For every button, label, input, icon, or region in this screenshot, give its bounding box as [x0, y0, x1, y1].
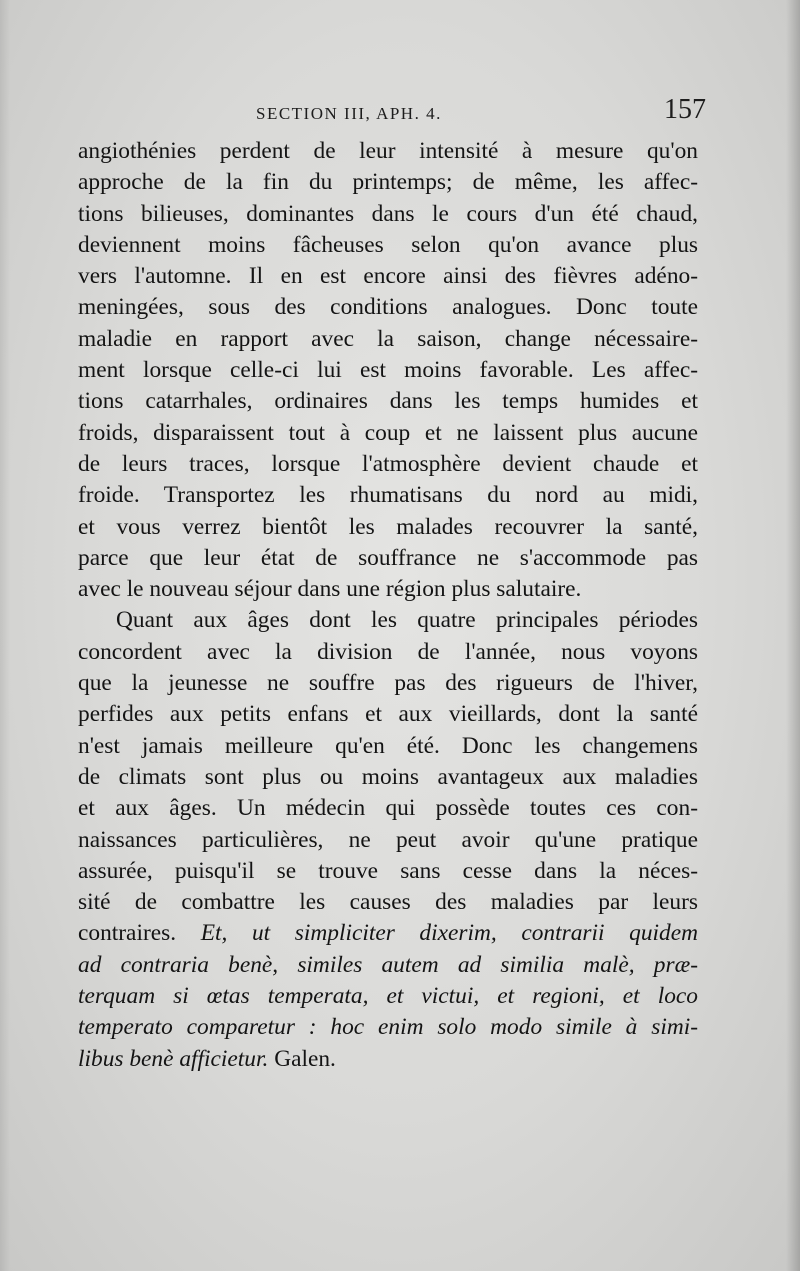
text-line: naissances particulières, ne peut avoir qu'une pratique — [78, 826, 698, 853]
text-line: deviennent moins fâcheuses selon qu'on avance plus — [78, 231, 698, 258]
text-line: tions bilieuses, dominantes dans le cours d'un été chaud, — [78, 200, 698, 227]
page-gutter-shadow — [0, 0, 10, 1271]
mixed-line — [78, 918, 698, 949]
latin-quote-text: temperato comparetur : hoc enim solo modo simile à simi- — [78, 1014, 698, 1041]
text-line: tions catarrhales, ordinaires dans les temps humides et — [78, 388, 698, 415]
text-line: perfides aux petits enfans et aux vieillards, dont la santé — [78, 701, 698, 728]
latin-quote-line — [78, 1012, 698, 1043]
latin-quote-text: Et, ut simpliciter dixerim, contrarii quidem — [200, 920, 698, 947]
text-line: n'est jamais meilleure qu'en été. Donc les changemens — [78, 732, 698, 759]
text-line: maladie en rapport avec la saison, change nécessaire- — [78, 325, 698, 352]
running-header — [256, 94, 706, 134]
text-line: de climats sont plus ou moins avantageux aux maladies — [78, 763, 698, 790]
latin-quote-text: terquam si œtas temperata, et victui, et regioni, et loco — [78, 983, 698, 1010]
text-line: froide. Transportez les rhumatisans du nord au midi, — [78, 482, 698, 509]
text-line: meningées, sous des conditions analogues. Donc toute — [78, 294, 698, 321]
text-line: approche de la fin du printemps; de même, les affec- — [78, 169, 698, 196]
body-text — [78, 136, 698, 1075]
section-heading: SECTION III, APH. 4. — [256, 104, 442, 123]
citation-author: Galen. — [268, 1045, 336, 1072]
text-line: et vous verrez bientôt les malades recouvrer la santé, — [78, 513, 698, 540]
text-line: angiothénies perdent de leur intensité à mesure qu'on — [78, 138, 698, 164]
text-line: parce que leur état de souffrance ne s'accommode pas — [78, 544, 698, 571]
roman-text: contraires. — [78, 920, 201, 947]
text-line: concordent avec la division de l'année, nous voyons — [78, 638, 698, 665]
text-line: de leurs traces, lorsque l'atmosphère devient chaude et — [78, 450, 698, 477]
text-line: ment lorsque celle-ci lui est moins favorable. Les affec- — [78, 357, 698, 384]
text-line: assurée, puisqu'il se trouve sans cesse dans la néces- — [78, 857, 698, 884]
text-line: que la jeunesse ne souffre pas des rigueurs de l'hiver, — [78, 670, 698, 697]
text-line: sité de combattre les causes des maladies par leurs — [78, 889, 698, 916]
page-edge-shadow — [786, 0, 800, 1271]
text-line: froids, disparaissent tout à coup et ne laissent plus aucune — [78, 419, 698, 446]
latin-quote-line — [78, 981, 698, 1012]
latin-quote-line — [78, 950, 698, 981]
page-number: 157 — [664, 94, 706, 125]
text-line: et aux âges. Un médecin qui possède toutes ces con- — [78, 795, 698, 822]
latin-quote-text: ad contraria benè, similes autem ad similia malè, præ- — [78, 951, 698, 978]
text-line: vers l'automne. Il en est encore ainsi des fièvres adéno- — [78, 263, 698, 290]
latin-quote-text: libus benè afficietur. — [78, 1045, 269, 1072]
paragraph-start-line: Quant aux âges dont les quatre principales périodes — [116, 607, 698, 634]
text-line: avec le nouveau séjour dans une région plus salutaire. — [78, 576, 582, 603]
citation-line — [78, 1044, 698, 1075]
